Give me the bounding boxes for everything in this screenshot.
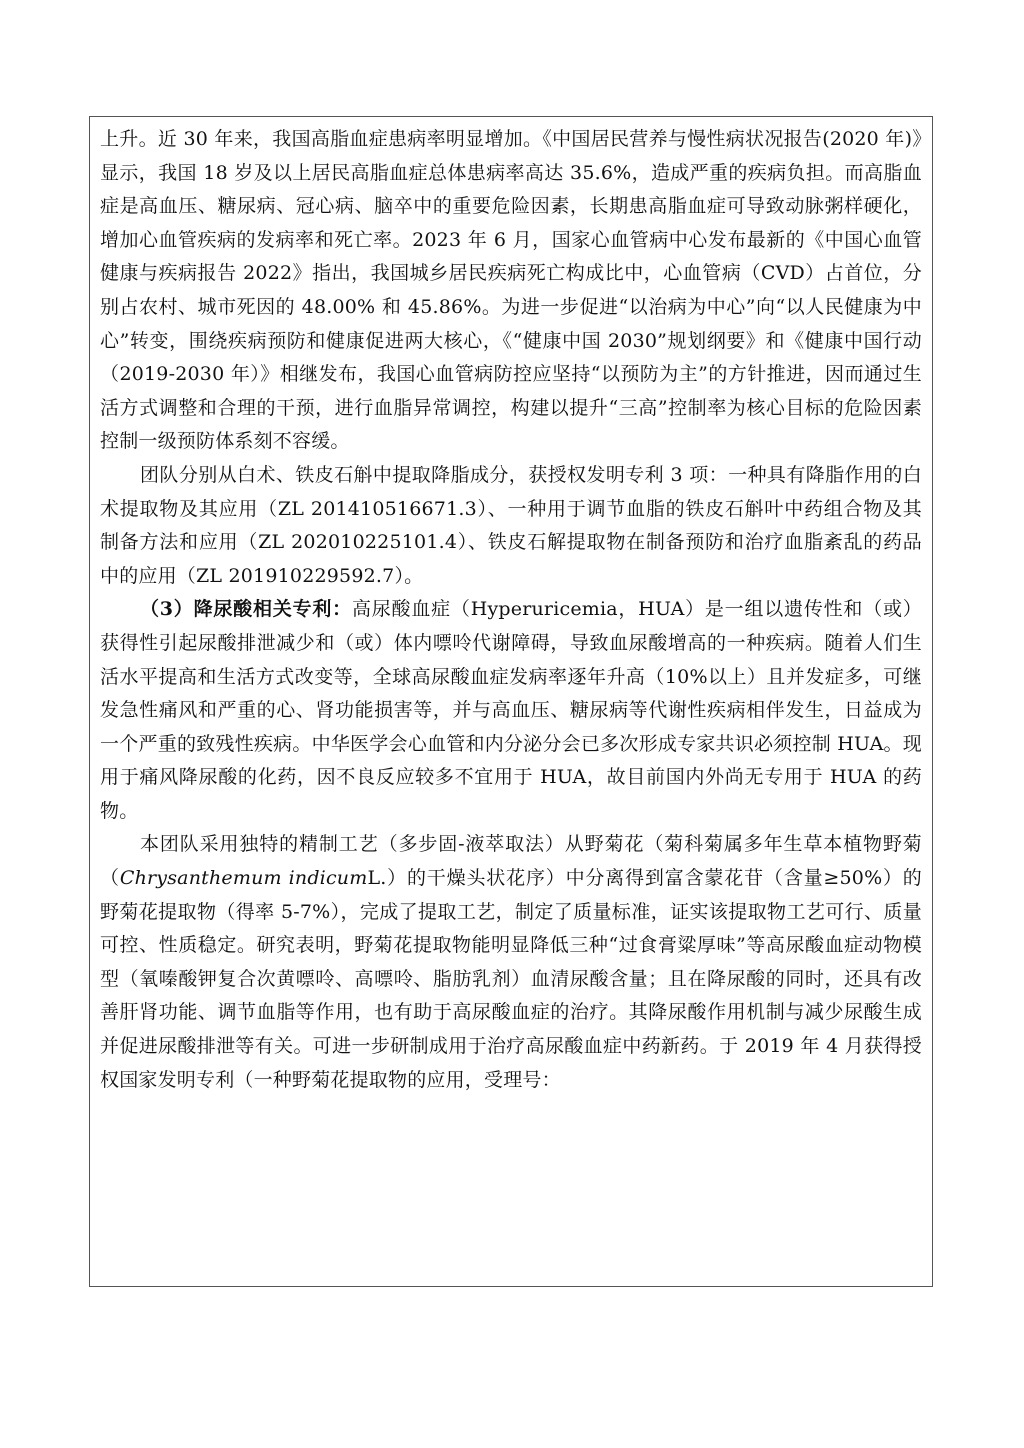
- paragraph-uric-acid-body: 高尿酸血症（Hyperuricemia，HUA）是一组以遗传性和（或）获得性引起尿酸排泄减少和（或）体内嘌呤代谢障碍，导致血尿酸增高的一种疾病。随着人们生活水平提高和生活方式改变等，全球高尿酸血症发病率逐年升高（10%以上）且并发症多，可继发急性痛风和严重的心、肾功能损害等，并与高血压、糖尿病等代谢性疾病相伴发生，日益成为一个严重的致残性疾病。中华医学会心血管和内分泌分会已多次形成专家共识必须控制 HUA。现用于痛风降尿酸的化药，因不良反应较多不宜用于 HUA，故目前国内外尚无专用于 HUA 的药物。: [100, 598, 922, 822]
- paragraph-chrysanthemum-extract: [100, 828, 922, 1097]
- species-name: Chrysanthemum indicum: [119, 867, 368, 890]
- paragraph-lipid-patents: 团队分别从白术、铁皮石斛中提取降脂成分，获授权发明专利 3 项：一种具有降脂作用的白术提取物及其应用（ZL 201410516671.3）、一种用于调节血脂的铁皮石斛叶中药组合物及其制备方法和应用（ZL 202010225101.4）、铁皮石解提取物在制备预防和治疗血脂紊乱的药品中的应用（ZL 201910229592.7）。: [100, 463, 922, 587]
- chrysanthemum-text-part1: 本团队采用独特的精制工艺（多步固-液萃取法）从野菊花（菊科菊属多年生草本植物野菊（: [100, 833, 922, 890]
- document-body: [100, 123, 922, 1097]
- chrysanthemum-text-part2: L.）的干燥头状花序）中分离得到富含蒙花苷（含量≥50%）的野菊花提取物（得率 5-7%），完成了提取工艺，制定了质量标准，证实该提取物工艺可行、质量可控、性质稳定。研究表明，野菊花提取物能明显降低三种“过食膏粱厚味”等高尿酸血症动物模型（氧嗪酸钾复合次黄嘌呤、高嘌呤、脂肪乳剂）血清尿酸含量；且在降尿酸的同时，还具有改善肝肾功能、调节血脂等作用，也有助于高尿酸血症的治疗。其降尿酸作用机制与减少尿酸生成并促进尿酸排泄等有关。可进一步研制成用于治疗高尿酸血症中药新药。于 2019 年 4 月获得授权国家发明专利（一种野菊花提取物的应用，受理号：: [100, 867, 923, 1091]
- paragraph-hyperlipidemia-context: 上升。近 30 年来，我国高脂血症患病率明显增加。《中国居民营养与慢性病状况报告(2020 年)》显示，我国 18 岁及以上居民高脂血症总体患病率高达 35.6%，造成严重的疾病负担。而高脂血症是高血压、糖尿病、冠心病、脑卒中的重要危险因素，长期患高脂血症可导致动脉粥样硬化，增加心血管疾病的发病率和死亡率。2023 年 6 月，国家心血管病中心发布最新的《中国心血管健康与疾病报告 2022》指出，我国城乡居民疾病死亡构成比中，心血管病（CVD）占首位，分别占农村、城市死因的 48.00% 和 45.86%。为进一步促进“以治病为中心”向“以人民健康为中心”转变，围绕疾病预防和健康促进两大核心，《“健康中国 2030”规划纲要》和《健康中国行动（2019-2030 年）》相继发布，我国心血管病防控应坚持“以预防为主”的方针推进，因而通过生活方式调整和合理的干预，进行血脂异常调控，构建以提升“三高”控制率为核心目标的危险因素控制一级预防体系刻不容缓。: [100, 128, 922, 453]
- paragraph-uric-acid-patents: [100, 593, 922, 828]
- section-heading-uric-acid: （3）降尿酸相关专利：: [140, 598, 352, 621]
